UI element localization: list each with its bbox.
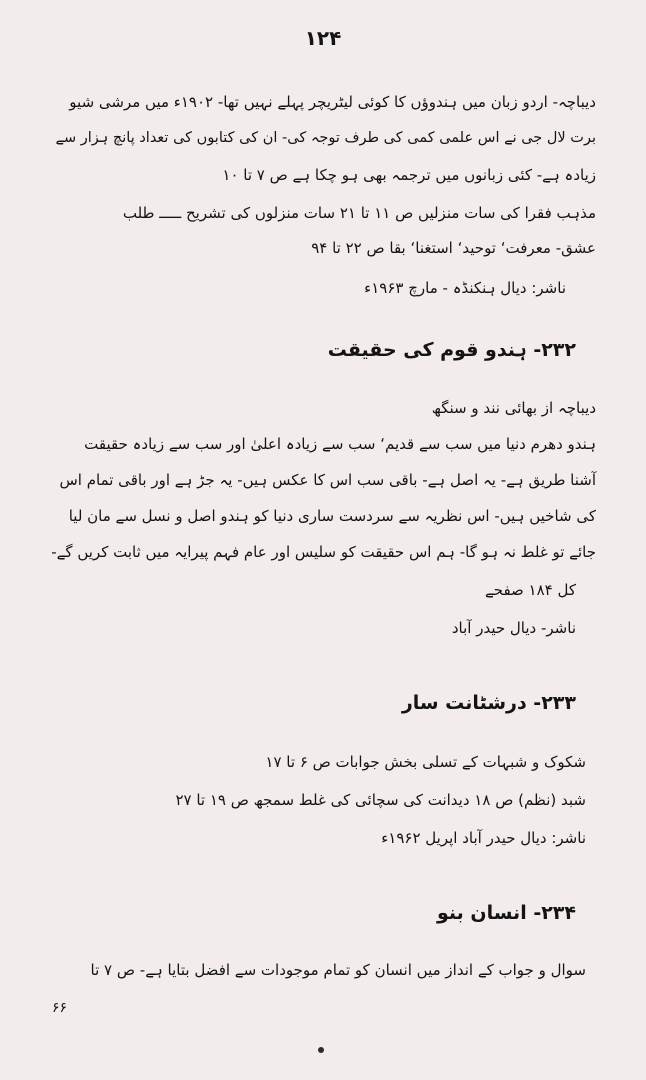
entry-232-heading: ۲۳۲- ہندو قوم کی حقیقت — [327, 339, 576, 361]
entry-233-line: شکوک و شبہات کے تسلی بخش جوابات ص ۶ تا ۱۷ — [265, 753, 586, 771]
entry-233-heading: ۲۳۳- درشٹانت سار — [401, 692, 576, 714]
entry-234-line: سوال و جواب کے انداز میں انسان کو تمام موجودات سے افضل بتایا ہے- ص ۷ تا — [90, 961, 586, 979]
entry-232-line: دیباچہ از بھائی نند و سنگھ — [431, 399, 596, 417]
entry-231-line: مذہب فقرا کی سات منزلیں ص ۱۱ تا ۲۱ سات منزلوں کی تشریح ـــــ طلب — [122, 204, 596, 222]
footer-page-number: ۶۶ — [52, 1000, 68, 1016]
entry-232-line: جائے تو غلط نہ ہو گا- ہم اس حقیقت کو سلیس اور عام فہم پیرایہ میں ثابت کریں گے- — [51, 543, 596, 561]
publisher-line: ناشر: دیال ہنکنڈہ - مارچ ۱۹۶۳ء — [364, 279, 566, 297]
page-number: ۱۲۴ — [304, 26, 342, 50]
entry-231-line: زیادہ ہے- کئی زبانوں میں ترجمہ بھی ہو چکا ہے ص ۷ تا ۱۰ — [222, 166, 596, 184]
entry-232-line: کی شاخیں ہیں- اس نظریہ سے سردست ساری دنیا کو ہندو اصل و نسل سے مان لیا — [68, 507, 596, 525]
entry-233-line: شبد (نظم) ص ۱۸ دیدانت کی سچائی کی غلط سمجھ ص ۱۹ تا ۲۷ — [175, 791, 586, 809]
publisher-line: ناشر- دیال حیدر آباد — [451, 619, 576, 637]
entry-234-heading: ۲۳۴- انسان بنو — [436, 902, 576, 924]
entry-232-line: ہندو دھرم دنیا میں سب سے قدیم‘ سب سے زیادہ اعلیٰ اور سب سے زیادہ حقیقت — [84, 435, 596, 453]
page-count: کل ۱۸۴ صفحے — [484, 581, 576, 599]
entry-231-line: دیباچہ- اردو زبان میں ہندوؤں کا کوئی لیٹریچر پہلے نہیں تھا- ۱۹۰۲ء میں مرشی شیو — [69, 93, 596, 111]
entry-232-line: آشنا طریق ہے- یہ اصل ہے- باقی سب اس کا عکس ہیں- یہ جڑ ہے اور باقی تمام اس — [59, 471, 596, 489]
entry-231-line: برت لال جی نے اس علمی کمی کی طرف توجہ کی- ان کی کتابوں کی تعداد پانچ ہزار سے — [55, 130, 596, 146]
publisher-line: ناشر: دیال حیدر آباد اپریل ۱۹۶۲ء — [381, 829, 586, 847]
ink-dot — [318, 1047, 324, 1053]
entry-231-line: عشق- معرفت‘ توحید‘ استغنا‘ بقا ص ۲۲ تا ۹۴ — [311, 239, 596, 257]
